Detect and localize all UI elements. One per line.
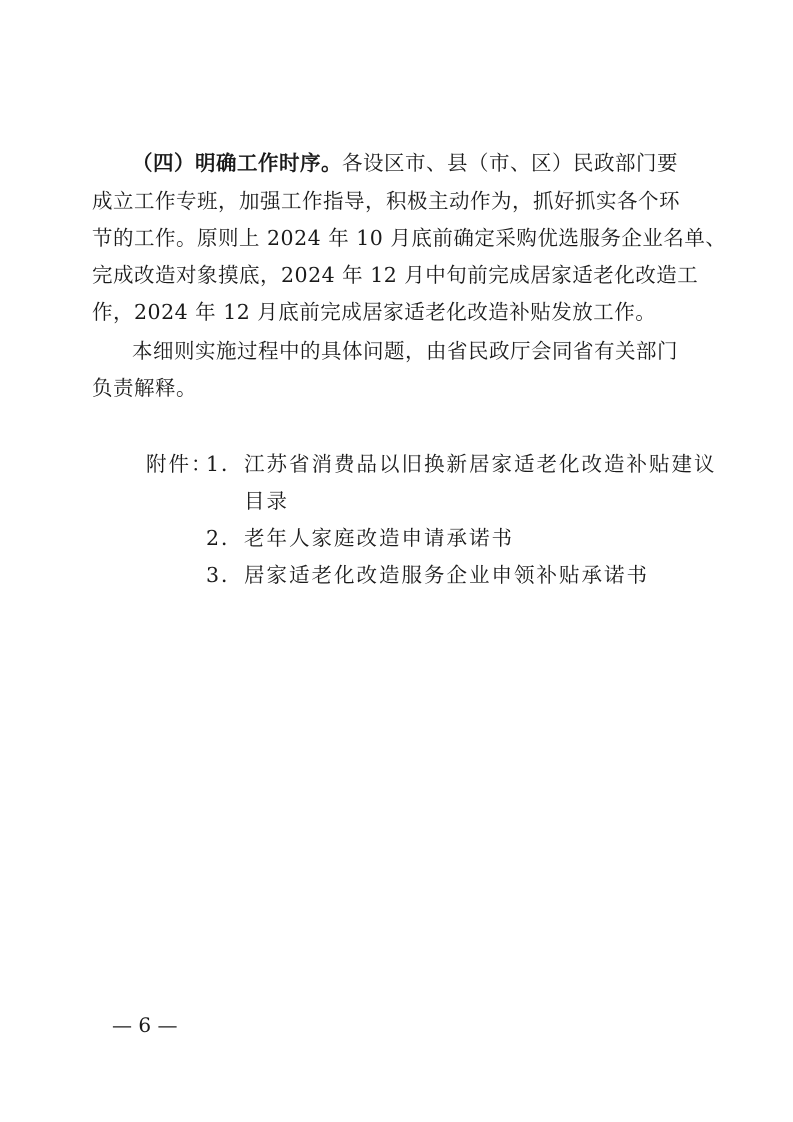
attachment-number: 1． bbox=[206, 452, 244, 476]
section-heading: （四）明确工作时序。 bbox=[132, 151, 342, 175]
attachments-label: 附件： bbox=[146, 452, 214, 476]
paragraph-line: 完成改造对象摸底，2024 年 12 月中旬前完成居家适老化改造工 bbox=[92, 263, 699, 287]
paragraph-line: 本细则实施过程中的具体问题，由省民政厅会同省有关部门 bbox=[132, 339, 678, 363]
page-number: — 6 — bbox=[112, 1013, 178, 1037]
paragraph-line: 负责解释。 bbox=[92, 376, 197, 400]
paragraph-line: 作，2024 年 12 月底前完成居家适老化改造补贴发放工作。 bbox=[92, 300, 657, 324]
paragraph-line: 节的工作。原则上 2024 年 10 月底前确定采购优选服务企业名单、 bbox=[92, 226, 727, 250]
attachment-number: 3． bbox=[206, 563, 244, 587]
attachment-title: 江苏省消费品以旧换新居家适老化改造补贴建议 bbox=[244, 452, 717, 476]
paragraph-line bbox=[132, 153, 678, 174]
paragraph-line: 成立工作专班，加强工作指导，积极主动作为，抓好抓实各个环 bbox=[92, 189, 680, 213]
attachment-title-continued: 目录 bbox=[244, 489, 289, 513]
attachment-title: 老年人家庭改造申请承诺书 bbox=[244, 526, 514, 550]
paragraph-text: 各设区市、县（市、区）民政部门要 bbox=[342, 151, 678, 175]
attachment-title: 居家适老化改造服务企业申领补贴承诺书 bbox=[244, 563, 649, 587]
attachment-number: 2． bbox=[206, 526, 244, 550]
